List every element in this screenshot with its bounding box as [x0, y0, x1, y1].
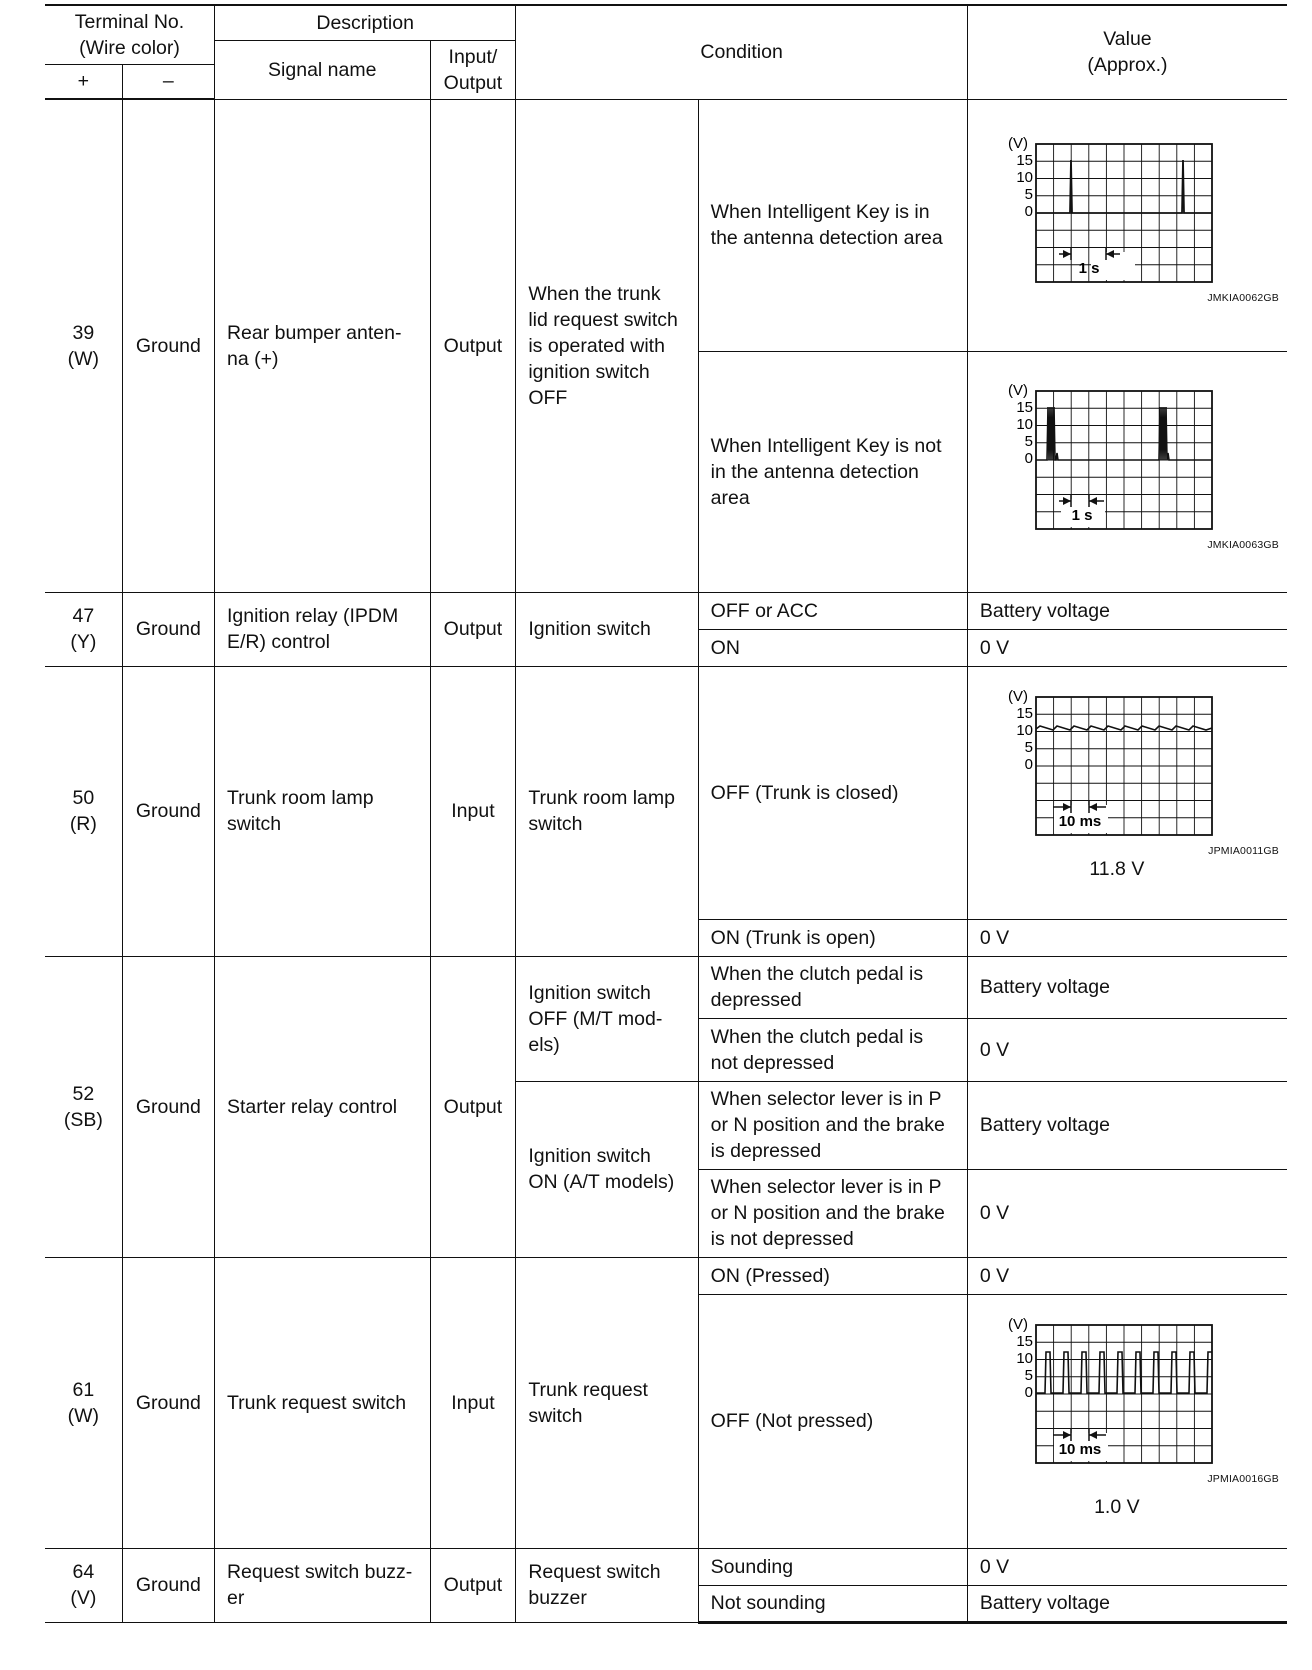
condition-line: switch: [528, 813, 583, 835]
waveform-tick: 15: [1016, 398, 1033, 416]
state-line: or N position and the brake: [710, 1202, 945, 1224]
waveform-tick: 10: [1016, 1350, 1033, 1367]
state-line: When the clutch pedal is: [710, 1025, 924, 1048]
condition-line: is operated with: [528, 334, 665, 357]
terminal-64: [45, 1548, 122, 1622]
condition: Ignition switch: [516, 592, 698, 666]
condition: [516, 956, 698, 1081]
condition-state: [698, 1018, 967, 1081]
wire-color: (Y): [70, 631, 97, 653]
wire-color: (V): [70, 1587, 97, 1609]
terminal-52: [45, 956, 122, 1257]
condition-state: ON (Trunk is open): [698, 919, 967, 956]
waveform-cell: [967, 99, 1287, 351]
condition-line: ignition switch: [528, 360, 650, 383]
signal-name: [214, 592, 430, 666]
condition-state: Not sounding: [698, 1585, 967, 1622]
waveform-chart: [1008, 382, 1228, 544]
value: 0 V: [967, 629, 1287, 666]
input-output: Output: [430, 592, 516, 666]
value: 0 V: [967, 1018, 1287, 1081]
waveform-cell: [967, 351, 1287, 592]
header-approx-label: (Approx.): [1087, 54, 1168, 77]
condition-state: ON: [698, 629, 967, 666]
header-wire-color-label: (Wire color): [79, 36, 180, 59]
condition: [516, 1548, 698, 1622]
condition-state: OFF (Not pressed): [698, 1294, 967, 1548]
value: Battery voltage: [967, 592, 1287, 629]
value: Battery voltage: [967, 1081, 1287, 1169]
state-line: When selector lever is in P: [710, 1176, 942, 1198]
value: Battery voltage: [967, 956, 1287, 1018]
wire-color: (R): [69, 813, 97, 835]
waveform-cell: [967, 1294, 1287, 1548]
waveform-tick: 15: [1016, 704, 1033, 722]
state-line: not depressed: [710, 1051, 835, 1074]
input-output: Output: [430, 1548, 516, 1622]
value: 0 V: [967, 1257, 1287, 1294]
signal-name: Starter relay control: [214, 956, 430, 1257]
value: Battery voltage: [967, 1585, 1287, 1622]
waveform-tick: 0: [1024, 449, 1033, 467]
state-line: When the clutch pedal is: [710, 963, 924, 985]
terminal-number: 52: [72, 1082, 95, 1105]
waveform-tick: 5: [1024, 1367, 1033, 1384]
condition: [516, 1081, 698, 1257]
waveform-tick: 5: [1024, 186, 1033, 203]
condition-line: Ignition switch: [528, 981, 651, 1004]
signal-name-line: na (+): [226, 347, 279, 370]
signal-name: Trunk request switch: [214, 1257, 430, 1548]
header-input-output: [430, 40, 516, 99]
terminal-50: [45, 666, 122, 956]
terminal-number: 47: [72, 605, 95, 627]
condition-line: els): [528, 1033, 560, 1056]
condition-line: Trunk room lamp: [528, 787, 675, 809]
header-value: [967, 5, 1287, 99]
figure-code: JPMIA0011GB: [1208, 844, 1279, 857]
signal-name-line: E/R) control: [226, 631, 330, 653]
waveform-time-label: 10 ms: [1058, 1441, 1102, 1458]
condition-state: OFF (Trunk is closed): [698, 666, 967, 919]
terminal-value-table: [45, 4, 1287, 1624]
waveform-tick: 15: [1016, 1333, 1033, 1350]
condition-line: OFF (M/T mod-: [528, 1007, 663, 1030]
waveform-unit: (V): [1007, 135, 1028, 152]
header-input-label: Input/: [448, 45, 498, 68]
condition-line: When the trunk: [528, 282, 661, 305]
minus-terminal: Ground: [122, 666, 214, 956]
waveform-cell: [967, 666, 1287, 919]
waveform-reading: 11.8 V: [1089, 857, 1145, 880]
value: 0 V: [967, 1548, 1287, 1585]
waveform-tick: 0: [1024, 1384, 1033, 1401]
state-line: is depressed: [710, 1140, 822, 1162]
waveform-tick: 10: [1016, 169, 1033, 186]
input-output: Output: [430, 956, 516, 1257]
terminal-47: [45, 592, 122, 666]
input-output: Output: [430, 99, 516, 592]
state-line: in the antenna detection: [710, 460, 919, 483]
waveform-time-label: 1 s: [1078, 260, 1100, 277]
waveform-tick: 15: [1016, 152, 1033, 169]
header-signal-name: Signal name: [214, 40, 430, 99]
figure-code: JPMIA0016GB: [1207, 1473, 1279, 1485]
wire-color: (W): [67, 1404, 100, 1427]
waveform-time-label: 1 s: [1071, 506, 1093, 524]
minus-terminal: Ground: [122, 956, 214, 1257]
minus-terminal: Ground: [122, 1548, 214, 1622]
waveform-unit: (V): [1007, 381, 1028, 399]
waveform-chart: [1008, 1316, 1228, 1478]
signal-name: [214, 99, 430, 592]
state-line: is not depressed: [710, 1228, 854, 1250]
header-description: Description: [214, 5, 515, 40]
waveform-tick: 10: [1016, 415, 1033, 433]
condition-line: Trunk request: [528, 1378, 648, 1401]
signal-name-line: Rear bumper anten-: [226, 321, 402, 344]
condition-state: [698, 1169, 967, 1257]
condition-state: [698, 99, 967, 351]
signal-name-line: er: [226, 1587, 245, 1609]
condition-state: ON (Pressed): [698, 1257, 967, 1294]
waveform-time-label: 10 ms: [1058, 812, 1102, 830]
wire-color: (W): [67, 347, 100, 370]
condition-line: OFF: [528, 386, 568, 409]
condition-line: switch: [528, 1404, 583, 1427]
figure-code: JMKIA0063GB: [1207, 538, 1279, 551]
signal-name-line: Ignition relay (IPDM: [226, 605, 399, 627]
condition-state: Sounding: [698, 1548, 967, 1585]
input-output: Input: [430, 666, 516, 956]
condition-line: Ignition switch: [528, 1145, 651, 1167]
signal-name-line: switch: [226, 813, 282, 835]
header-condition: Condition: [516, 5, 968, 99]
condition-line: Request switch: [528, 1561, 661, 1583]
header-plus: +: [45, 64, 122, 99]
minus-terminal: Ground: [122, 99, 214, 592]
condition: [516, 1257, 698, 1548]
terminal-61: [45, 1257, 122, 1548]
condition-line: buzzer: [528, 1587, 587, 1609]
value: 0 V: [967, 919, 1287, 956]
header-value-label: Value: [1103, 28, 1152, 51]
state-line: When Intelligent Key is in: [710, 201, 930, 223]
waveform-tick: 5: [1024, 432, 1033, 450]
waveform-reading: 1.0 V: [1094, 1496, 1140, 1518]
header-output-label: Output: [443, 71, 503, 94]
waveform-chart: [1008, 688, 1228, 850]
figure-code: JMKIA0062GB: [1207, 292, 1279, 304]
terminal-number: 50: [72, 787, 95, 809]
signal-name-line: Trunk room lamp: [226, 787, 374, 809]
value: 0 V: [967, 1169, 1287, 1257]
header-terminal-no: [45, 5, 214, 64]
terminal-number: 61: [72, 1378, 95, 1401]
signal-name-line: Request switch buzz-: [226, 1561, 413, 1583]
state-line: When selector lever is in P: [710, 1088, 942, 1110]
condition-line: ON (A/T models): [528, 1171, 675, 1193]
state-line: When Intelligent Key is not: [710, 434, 942, 457]
waveform-unit: (V): [1007, 687, 1028, 705]
state-line: or N position and the brake: [710, 1114, 945, 1136]
terminal-39: [45, 99, 122, 592]
condition: [516, 99, 698, 592]
state-line: depressed: [710, 989, 802, 1011]
waveform-tick: 0: [1024, 755, 1033, 773]
waveform-chart: [1008, 135, 1228, 297]
waveform-tick: 0: [1024, 203, 1033, 220]
signal-name: [214, 1548, 430, 1622]
waveform-tick: 5: [1024, 738, 1033, 756]
condition: [516, 666, 698, 956]
condition-line: lid request switch: [528, 308, 678, 331]
signal-name: [214, 666, 430, 956]
condition-state: [698, 1081, 967, 1169]
condition-state: OFF or ACC: [698, 592, 967, 629]
minus-terminal: Ground: [122, 1257, 214, 1548]
minus-terminal: Ground: [122, 592, 214, 666]
waveform-tick: 10: [1016, 721, 1033, 739]
waveform-unit: (V): [1007, 1316, 1028, 1333]
terminal-number: 39: [72, 321, 95, 344]
header-terminal-no-label: Terminal No.: [74, 10, 185, 33]
state-line: area: [710, 486, 750, 509]
wire-color: (SB): [63, 1108, 103, 1131]
header-minus: –: [122, 64, 214, 99]
terminal-number: 64: [72, 1561, 95, 1583]
input-output: Input: [430, 1257, 516, 1548]
state-line: the antenna detection area: [710, 227, 943, 249]
condition-state: [698, 351, 967, 592]
condition-state: [698, 956, 967, 1018]
